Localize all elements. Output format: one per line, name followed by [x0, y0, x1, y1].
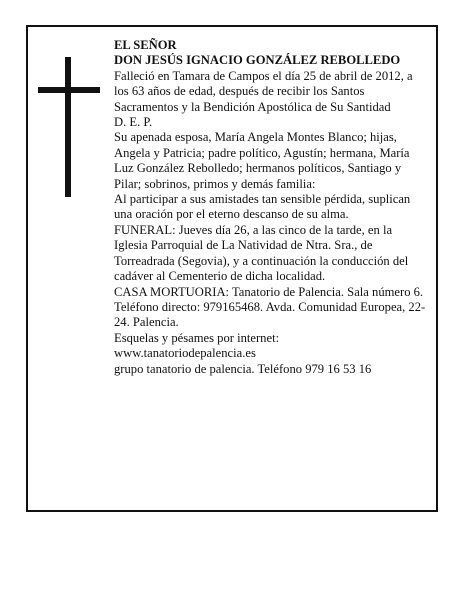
- obituary-text: [114, 38, 426, 377]
- funeral-info: FUNERAL: Jueves día 26, a las cinco de la tarde, en la Iglesia Parroquial de La Natividad de Ntra. Sra., de Torreadrada (Segovia), y a continuación la conducción del cadáver al Cementerio de dicha localidad.: [114, 222, 409, 284]
- cross-vertical-bar: [65, 57, 71, 197]
- internet-label: Esquelas y pésames por internet:: [114, 330, 280, 345]
- cross-horizontal-bar: [38, 87, 100, 93]
- footer-contact: grupo tanatorio de palencia. Teléfono 979 16 53 16: [114, 361, 372, 376]
- honorific-title: EL SEÑOR: [114, 38, 177, 52]
- mortuary-info: CASA MORTUORIA: Tanatorio de Palencia. Sala número 6. Teléfono directo: 979165468. Avda. Comunidad Europea, 22-24. Palencia.: [114, 284, 426, 330]
- family-list: Su apenada esposa, María Angela Montes Blanco; hijas, Angela y Patricia; padre político, Agustín; hermana, María Luz González Rebolledo; hermanos políticos, Santiago y Pilar; sobrinos, primos y demás familia:: [114, 130, 410, 191]
- cross-icon: [38, 57, 100, 197]
- website-link[interactable]: www.tanatoriodepalencia.es: [114, 346, 256, 361]
- prayer-request: Al participar a sus amistades tan sensible pérdida, suplican una oración por el eterno descanso de su alma.: [114, 192, 411, 222]
- death-details: Falleció en Tamara de Campos el día 25 de abril de 2012, a los 63 años de edad, después de recibir los Santos Sacramentos y la Bendición Apostólica de Su Santidad: [114, 68, 413, 114]
- deceased-name: DON JESÚS IGNACIO GONZÁLEZ REBOLLEDO: [114, 53, 401, 68]
- dep-line: D. E. P.: [114, 115, 153, 130]
